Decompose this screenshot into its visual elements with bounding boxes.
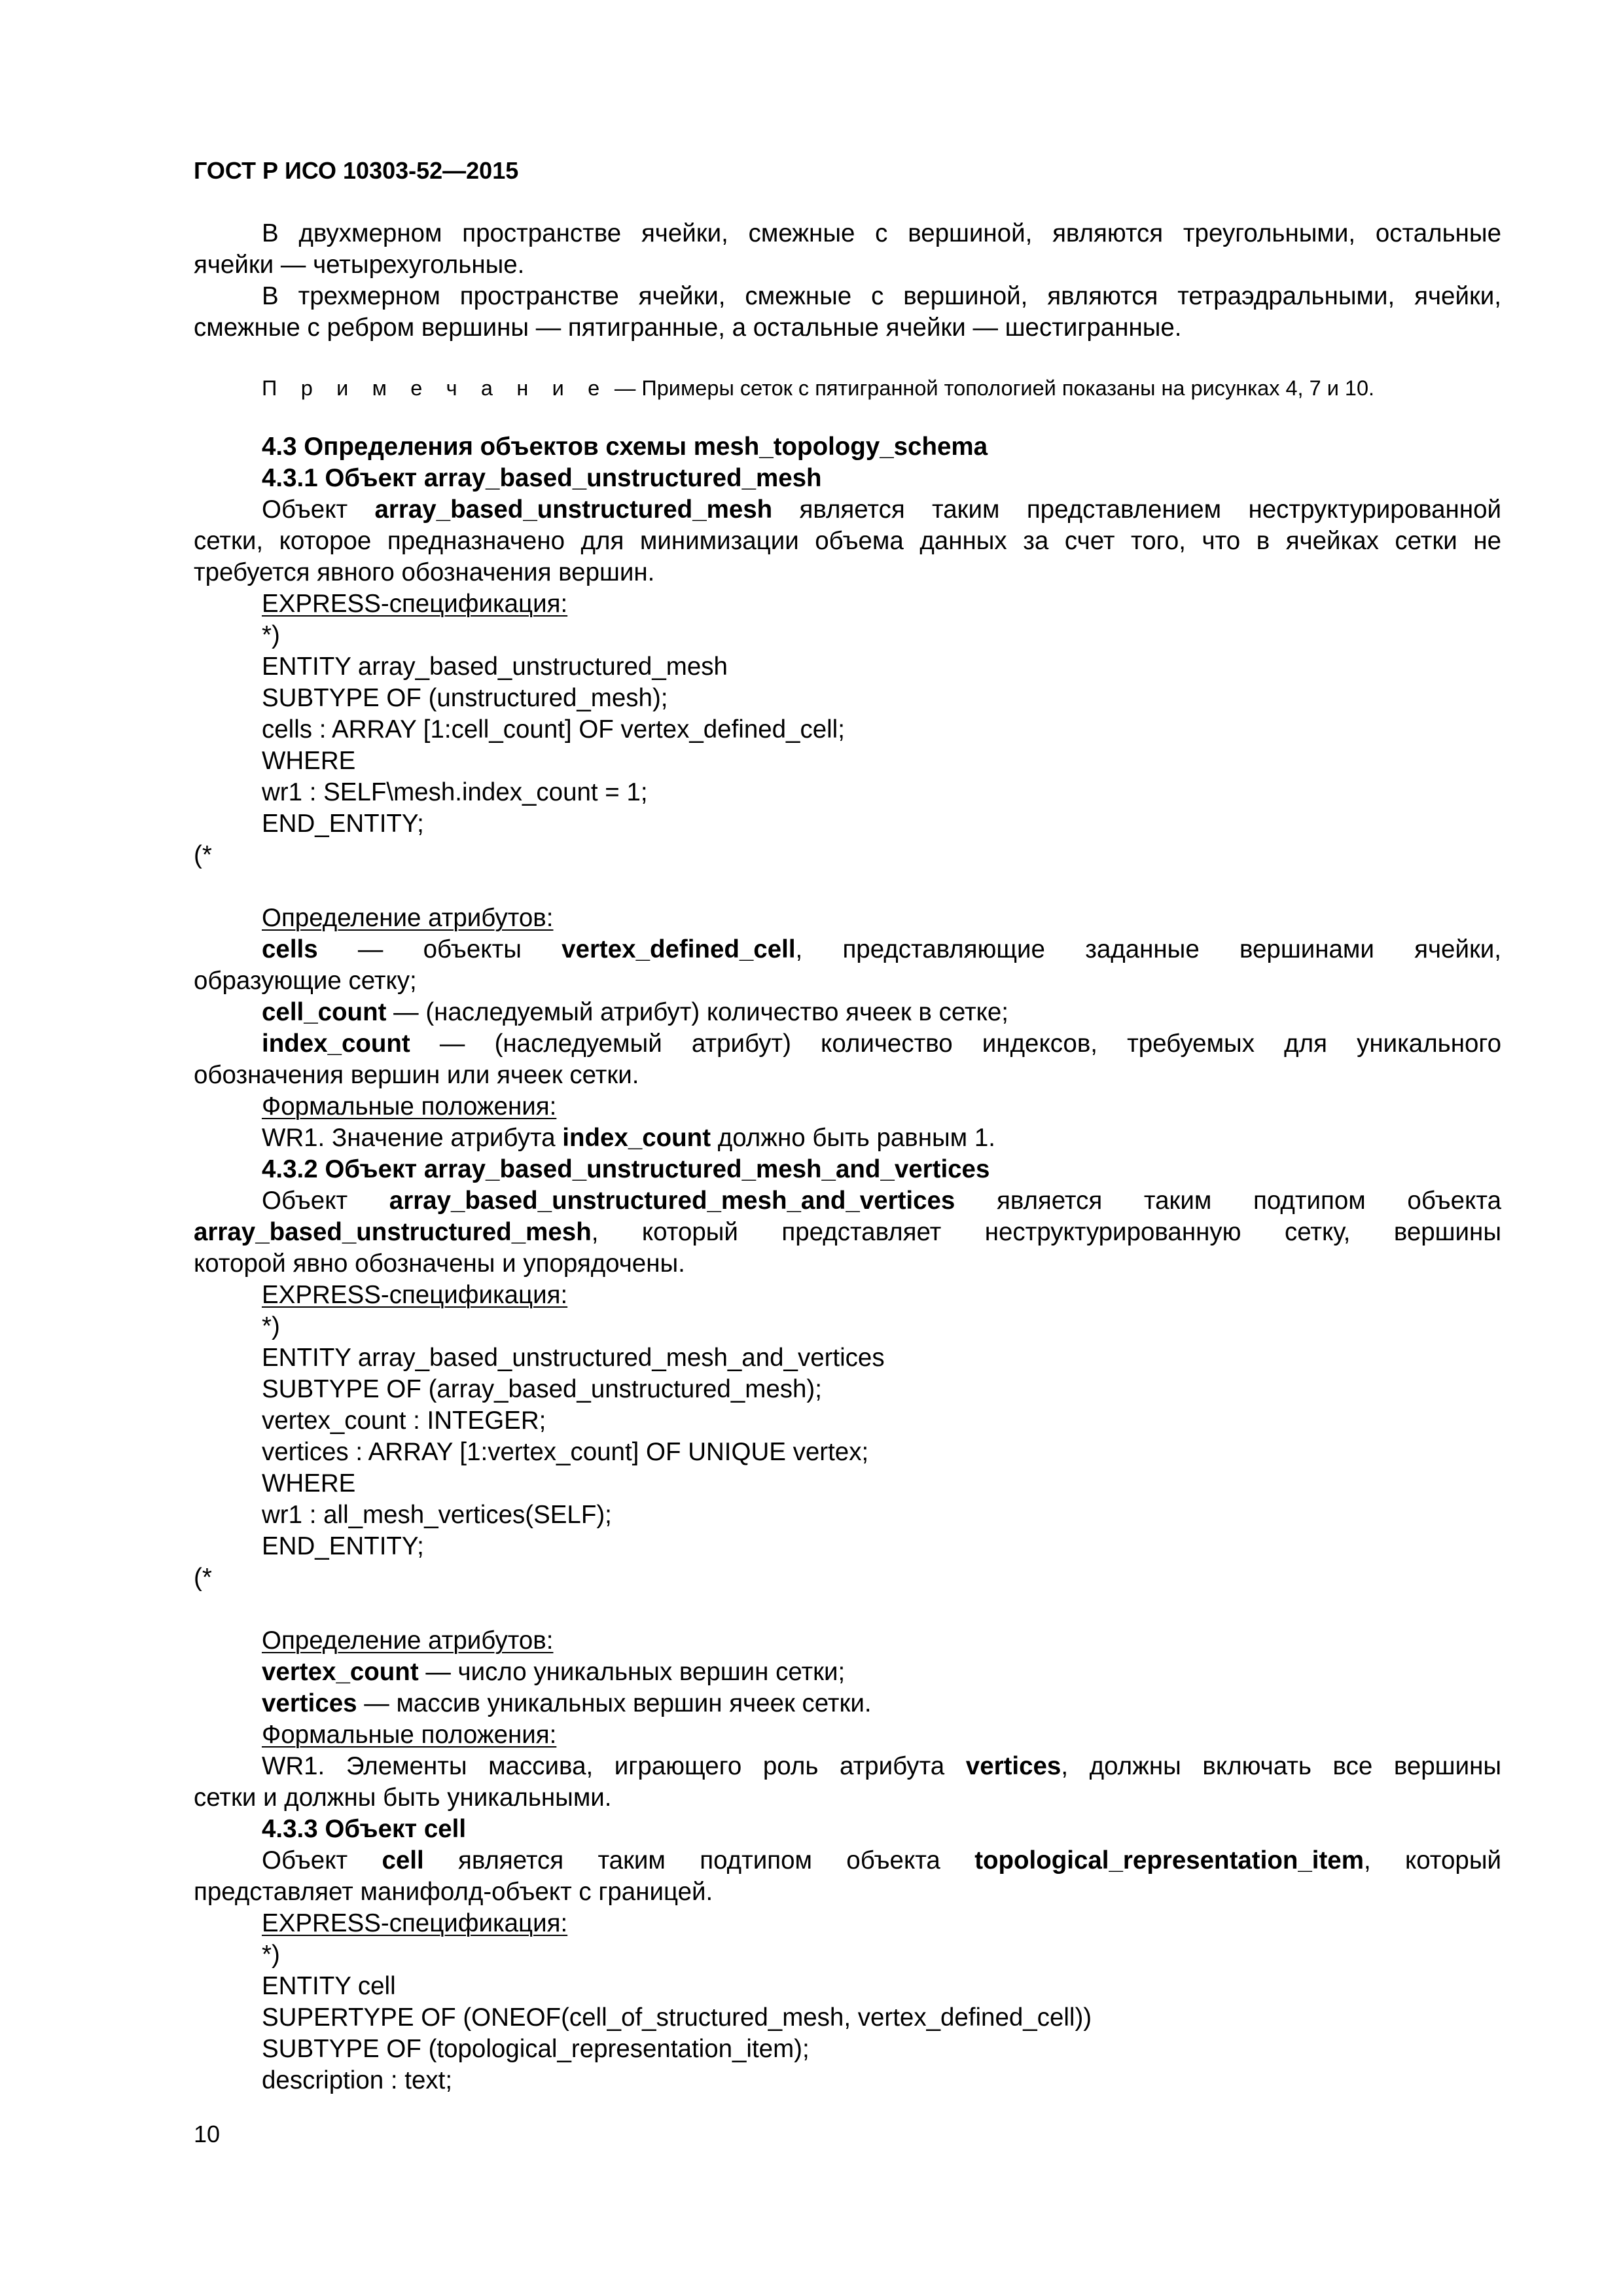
s432-code-line: ENTITY array_based_unstructured_mesh_and_vertices — [262, 1344, 885, 1372]
s433-code-line: SUBTYPE OF (topological_representation_item); — [262, 2035, 810, 2063]
s432-code-line: END_ENTITY; — [262, 1532, 424, 1560]
s432-attribute-vertex-count: vertex_count — число уникальных вершин сетки; — [262, 1658, 846, 1686]
s431-description-line-3: требуется явного обозначения вершин. — [194, 558, 655, 586]
s432-attributes-label: Определение атрибутов: — [262, 1626, 554, 1655]
s431-attribute-cells-line-2: образующие сетку; — [194, 967, 417, 995]
s431-attribute-index-count-line-1: index_count — (наследуемый атрибут) количество индексов, требуемых для уникального — [262, 1030, 1501, 1058]
s433-code-line: SUPERTYPE OF (ONEOF(cell_of_structured_mesh, vertex_defined_cell)) — [262, 2003, 1092, 2032]
document-header: ГОСТ Р ИСО 10303-52—2015 — [194, 157, 519, 184]
s431-attribute-index-count-line-2: обозначения вершин или ячеек сетки. — [194, 1061, 639, 1089]
s431-attributes-label: Определение атрибутов: — [262, 904, 554, 932]
s433-code-line: *) — [262, 1941, 280, 1969]
s431-code-close: (* — [194, 841, 212, 869]
intro-paragraph-1-line-2: ячейки — четырехугольные. — [194, 251, 525, 279]
s431-formal-label: Формальные положения: — [262, 1092, 557, 1121]
s432-code-close: (* — [194, 1564, 212, 1592]
s431-code-line: *) — [262, 621, 280, 649]
s431-express-label: EXPRESS-спецификация: — [262, 590, 568, 618]
s431-code-line: SUBTYPE OF (unstructured_mesh); — [262, 684, 668, 712]
s431-code-line: wr1 : SELF\mesh.index_count = 1; — [262, 778, 648, 806]
intro-paragraph-2-line-1: В трехмерном пространстве ячейки, смежные с вершиной, являются тетраэдральными, ячейки, — [262, 282, 1501, 310]
s431-code-line: ENTITY array_based_unstructured_mesh — [262, 653, 728, 681]
section-4-3-3-heading: 4.3.3 Объект cell — [262, 1815, 467, 1843]
s431-wr1: WR1. Значение атрибута index_count должно быть равным 1. — [262, 1124, 995, 1152]
s432-formal-label: Формальные положения: — [262, 1721, 557, 1749]
s432-wr1-line-1: WR1. Элементы массива, играющего роль атрибута vertices, должны включать все вершины — [262, 1752, 1502, 1780]
s432-express-label: EXPRESS-спецификация: — [262, 1281, 568, 1309]
page-number: 10 — [194, 2121, 221, 2147]
s433-express-label: EXPRESS-спецификация: — [262, 1909, 568, 1937]
s431-code-line: cells : ARRAY [1:cell_count] OF vertex_defined_cell; — [262, 715, 845, 744]
section-4-3-1-heading: 4.3.1 Объект array_based_unstructured_mesh — [262, 464, 822, 492]
s431-attribute-cells-line-1: cells — объекты vertex_defined_cell, представляющие заданные вершинами ячейки, — [262, 935, 1501, 963]
note — [262, 373, 1501, 403]
intro-paragraph-1-line-1: В двухмерном пространстве ячейки, смежные с вершиной, являются треугольными, остальные — [262, 219, 1501, 247]
s432-description-line-3: которой явно обозначены и упорядочены. — [194, 1249, 685, 1278]
s432-code-line: wr1 : all_mesh_vertices(SELF); — [262, 1501, 612, 1529]
s431-description-line-2: сетки, которое предназначено для минимизации объема данных за счет того, что в ячейках сетки не — [194, 527, 1501, 555]
s432-description-line-2: array_based_unstructured_mesh, который представляет неструктурированную сетку, вершины — [194, 1218, 1501, 1246]
s431-code-line: END_ENTITY; — [262, 810, 424, 838]
s431-code-line: WHERE — [262, 747, 356, 775]
intro-paragraph-2-line-2: смежные с ребром вершины — пятигранные, а остальные ячейки — шестигранные. — [194, 314, 1182, 342]
section-4-3-2-heading: 4.3.2 Объект array_based_unstructured_mesh_and_vertices — [262, 1155, 990, 1183]
s433-description-line-2: представляет манифолд-объект с границей. — [194, 1878, 713, 1906]
section-4-3-heading: 4.3 Определения объектов схемы mesh_topology_schema — [262, 433, 988, 461]
s432-code-line: vertex_count : INTEGER; — [262, 1407, 546, 1435]
s432-code-line: *) — [262, 1312, 280, 1340]
s432-code-line: SUBTYPE OF (array_based_unstructured_mesh); — [262, 1375, 822, 1403]
s432-code-line: WHERE — [262, 1469, 356, 1498]
s432-code-line: vertices : ARRAY [1:vertex_count] OF UNIQUE vertex; — [262, 1438, 869, 1466]
s433-code-line: description : text; — [262, 2066, 453, 2094]
s433-description-line-1: Объект cell является таким подтипом объекта topological_representation_item, который — [262, 1846, 1502, 1874]
note-text: — Примеры сеток с пятигранной топологией показаны на рисунках 4, 7 и 10. — [608, 376, 1375, 400]
s432-description-line-1: Объект array_based_unstructured_mesh_and_vertices является таким подтипом объекта — [262, 1187, 1501, 1215]
s432-wr1-line-2: сетки и должны быть уникальными. — [194, 1784, 612, 1812]
note-label: П р и м е ч а н и е — [262, 376, 609, 400]
s432-attribute-vertices: vertices — массив уникальных вершин ячеек сетки. — [262, 1689, 872, 1717]
s431-description-line-1: Объект array_based_unstructured_mesh является таким представлением неструктурированной — [262, 495, 1501, 524]
s431-attribute-cell-count: cell_count — (наследуемый атрибут) количество ячеек в сетке; — [262, 998, 1008, 1026]
s433-code-line: ENTITY cell — [262, 1972, 396, 2000]
